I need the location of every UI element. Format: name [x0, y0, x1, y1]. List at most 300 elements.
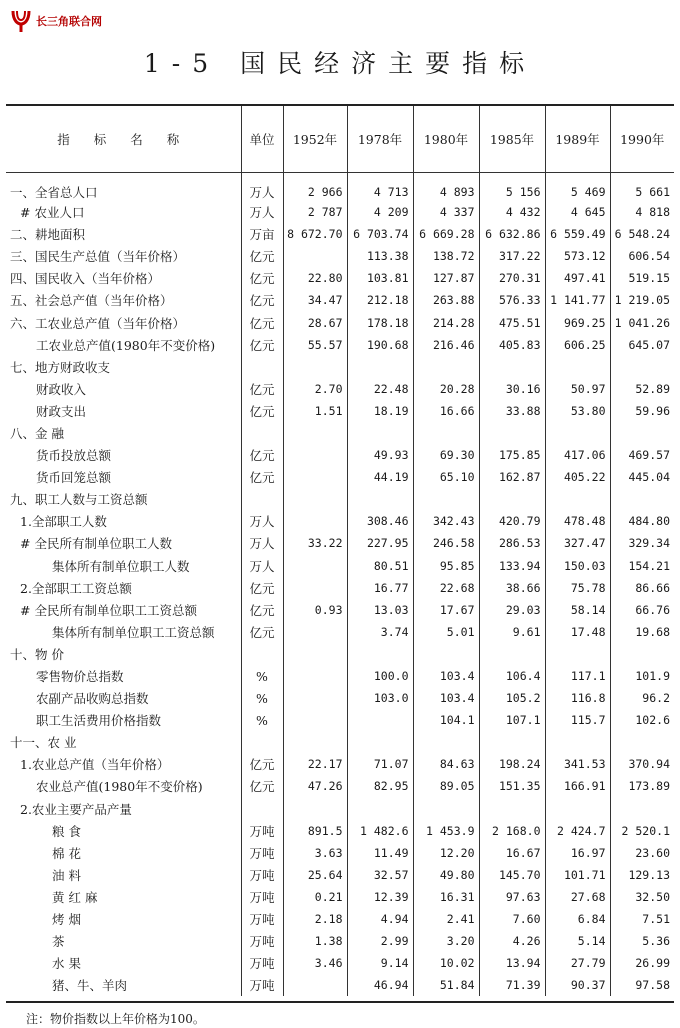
- table-row: [6, 709, 674, 731]
- value-cell: 59.96: [610, 400, 674, 422]
- table-row: [6, 842, 674, 864]
- table-row: [6, 466, 674, 488]
- value-cell: 5 661: [610, 173, 674, 202]
- value-cell: [283, 488, 347, 510]
- value-cell: 16.67: [479, 842, 545, 864]
- unit-cell: %: [241, 665, 283, 687]
- table-row: [6, 378, 674, 400]
- value-cell: 51.84: [413, 974, 479, 996]
- value-cell: 2 787: [283, 201, 347, 223]
- value-cell: 445.04: [610, 466, 674, 488]
- value-cell: 2 168.0: [479, 820, 545, 842]
- value-cell: 22.80: [283, 267, 347, 289]
- value-cell: 2 520.1: [610, 820, 674, 842]
- value-cell: 370.94: [610, 753, 674, 775]
- value-cell: [283, 245, 347, 267]
- value-cell: 4 645: [545, 201, 610, 223]
- value-cell: 103.0: [347, 687, 413, 709]
- value-cell: 30.16: [479, 378, 545, 400]
- indicator-name: 水 果: [52, 956, 81, 972]
- table-row: [6, 798, 674, 820]
- table-header-row: [6, 106, 674, 173]
- value-cell: 97.58: [610, 974, 674, 996]
- value-cell: [347, 798, 413, 820]
- value-cell: [610, 488, 674, 510]
- value-cell: [413, 731, 479, 753]
- value-cell: [545, 731, 610, 753]
- unit-cell: [241, 643, 283, 665]
- table-row: [6, 532, 674, 554]
- logo-text: 长三角联合网: [36, 15, 102, 28]
- table-row: [6, 886, 674, 908]
- value-cell: [347, 643, 413, 665]
- table-row: [6, 444, 674, 466]
- indicator-name: 六、工农业总产值（当年价格）: [10, 315, 186, 331]
- value-cell: 2.99: [347, 930, 413, 952]
- value-cell: [347, 356, 413, 378]
- value-cell: 5 156: [479, 173, 545, 202]
- value-cell: [283, 510, 347, 532]
- value-cell: [610, 356, 674, 378]
- indicator-name: 五、社会总产值（当年价格）: [10, 293, 173, 309]
- value-cell: 405.22: [545, 466, 610, 488]
- value-cell: 573.12: [545, 245, 610, 267]
- indicator-name: 农副产品收购总指数: [36, 691, 149, 707]
- table-row: [6, 864, 674, 886]
- value-cell: 25.64: [283, 864, 347, 886]
- value-cell: 497.41: [545, 267, 610, 289]
- value-cell: 150.03: [545, 555, 610, 577]
- value-cell: 145.70: [479, 864, 545, 886]
- unit-cell: 亿元: [241, 334, 283, 356]
- value-cell: 33.22: [283, 532, 347, 554]
- value-cell: 227.95: [347, 532, 413, 554]
- unit-cell: 万人: [241, 201, 283, 223]
- value-cell: 3.46: [283, 952, 347, 974]
- value-cell: 3.20: [413, 930, 479, 952]
- unit-cell: 万人: [241, 555, 283, 577]
- value-cell: [283, 422, 347, 444]
- value-cell: 84.63: [413, 753, 479, 775]
- value-cell: 89.05: [413, 775, 479, 797]
- indicator-name: 2.全部职工工资总额: [20, 580, 132, 596]
- table-row: [6, 599, 674, 621]
- value-cell: 16.97: [545, 842, 610, 864]
- value-cell: 11.49: [347, 842, 413, 864]
- value-cell: 2.41: [413, 908, 479, 930]
- indicator-name: 三、国民生产总值（当年价格）: [10, 249, 186, 265]
- value-cell: 4 713: [347, 173, 413, 202]
- value-cell: 27.68: [545, 886, 610, 908]
- table-row: [6, 267, 674, 289]
- indicator-name: 粮 食: [52, 823, 81, 839]
- value-cell: 17.48: [545, 621, 610, 643]
- value-cell: 66.76: [610, 599, 674, 621]
- table-row: [6, 731, 674, 753]
- unit-cell: 万人: [241, 510, 283, 532]
- value-cell: 95.85: [413, 555, 479, 577]
- value-cell: 405.83: [479, 334, 545, 356]
- value-cell: [413, 643, 479, 665]
- value-cell: 4.26: [479, 930, 545, 952]
- table-row: [6, 173, 674, 202]
- unit-cell: 万人: [241, 532, 283, 554]
- value-cell: [610, 731, 674, 753]
- table-row: [6, 753, 674, 775]
- page-title: 1-5 国民经济主要指标: [143, 49, 537, 78]
- table-row: [6, 930, 674, 952]
- unit-cell: 亿元: [241, 753, 283, 775]
- value-cell: 82.95: [347, 775, 413, 797]
- indicator-name: 财政收入: [36, 381, 87, 397]
- indicator-name: # 农业人口: [20, 205, 85, 221]
- value-cell: 4 893: [413, 173, 479, 202]
- value-cell: 173.89: [610, 775, 674, 797]
- value-cell: 22.17: [283, 753, 347, 775]
- value-cell: [545, 356, 610, 378]
- unit-cell: 万吨: [241, 908, 283, 930]
- value-cell: 26.99: [610, 952, 674, 974]
- unit-cell: [241, 422, 283, 444]
- value-cell: 1 482.6: [347, 820, 413, 842]
- value-cell: 32.50: [610, 886, 674, 908]
- value-cell: 13.94: [479, 952, 545, 974]
- value-cell: 5.36: [610, 930, 674, 952]
- value-cell: 46.94: [347, 974, 413, 996]
- value-cell: 28.67: [283, 311, 347, 333]
- column-header: 1989年: [545, 106, 610, 173]
- value-cell: 2 966: [283, 173, 347, 202]
- value-cell: 17.67: [413, 599, 479, 621]
- value-cell: 7.60: [479, 908, 545, 930]
- value-cell: 101.71: [545, 864, 610, 886]
- indicator-name: 烤 烟: [52, 912, 81, 928]
- value-cell: 16.77: [347, 577, 413, 599]
- value-cell: 1.51: [283, 400, 347, 422]
- value-cell: 8 672.70: [283, 223, 347, 245]
- unit-cell: 万吨: [241, 974, 283, 996]
- value-cell: 138.72: [413, 245, 479, 267]
- indicator-name: 七、地方财政收支: [10, 359, 111, 375]
- value-cell: 96.2: [610, 687, 674, 709]
- value-cell: 4 209: [347, 201, 413, 223]
- value-cell: 50.97: [545, 378, 610, 400]
- value-cell: [479, 798, 545, 820]
- unit-cell: 亿元: [241, 621, 283, 643]
- table-row: [6, 400, 674, 422]
- table-row: [6, 555, 674, 577]
- unit-cell: 亿元: [241, 599, 283, 621]
- value-cell: 71.39: [479, 974, 545, 996]
- value-cell: 58.14: [545, 599, 610, 621]
- value-cell: 107.1: [479, 709, 545, 731]
- value-cell: 13.03: [347, 599, 413, 621]
- value-cell: 80.51: [347, 555, 413, 577]
- value-cell: 10.02: [413, 952, 479, 974]
- value-cell: [610, 422, 674, 444]
- indicator-name: 八、金 融: [10, 425, 64, 441]
- value-cell: 133.94: [479, 555, 545, 577]
- value-cell: 2.70: [283, 378, 347, 400]
- column-header: 单位: [241, 106, 283, 173]
- value-cell: 469.57: [610, 444, 674, 466]
- table-row: [6, 621, 674, 643]
- value-cell: 1 219.05: [610, 289, 674, 311]
- value-cell: 104.1: [413, 709, 479, 731]
- value-cell: [283, 974, 347, 996]
- indicator-name: 职工生活费用价格指数: [36, 713, 162, 729]
- column-header: 1978年: [347, 106, 413, 173]
- indicator-name: 十一、农 业: [10, 735, 77, 751]
- indicator-name: 零售物价总指数: [36, 669, 124, 685]
- value-cell: [479, 643, 545, 665]
- value-cell: 1.38: [283, 930, 347, 952]
- value-cell: 100.0: [347, 665, 413, 687]
- value-cell: 97.63: [479, 886, 545, 908]
- table-row: [6, 577, 674, 599]
- indicator-name: 棉 花: [52, 845, 81, 861]
- value-cell: 6 632.86: [479, 223, 545, 245]
- unit-cell: 亿元: [241, 378, 283, 400]
- value-cell: 6 703.74: [347, 223, 413, 245]
- value-cell: 1 453.9: [413, 820, 479, 842]
- value-cell: 53.80: [545, 400, 610, 422]
- value-cell: 90.37: [545, 974, 610, 996]
- value-cell: [283, 444, 347, 466]
- indicator-name: 油 料: [52, 867, 81, 883]
- value-cell: [283, 621, 347, 643]
- value-cell: 102.6: [610, 709, 674, 731]
- unit-cell: 亿元: [241, 577, 283, 599]
- value-cell: 154.21: [610, 555, 674, 577]
- value-cell: 151.35: [479, 775, 545, 797]
- table-row: [6, 820, 674, 842]
- value-cell: [545, 643, 610, 665]
- value-cell: 65.10: [413, 466, 479, 488]
- unit-cell: [241, 488, 283, 510]
- indicator-name: 四、国民收入（当年价格）: [10, 271, 161, 287]
- bottom-rule: [6, 1001, 674, 1003]
- value-cell: [347, 422, 413, 444]
- value-cell: 308.46: [347, 510, 413, 532]
- value-cell: [283, 555, 347, 577]
- value-cell: 127.87: [413, 267, 479, 289]
- value-cell: 33.88: [479, 400, 545, 422]
- value-cell: 9.61: [479, 621, 545, 643]
- value-cell: 6 548.24: [610, 223, 674, 245]
- value-cell: 113.38: [347, 245, 413, 267]
- table-row: [6, 245, 674, 267]
- value-cell: [479, 422, 545, 444]
- value-cell: [413, 422, 479, 444]
- column-header: 指 标 名 称: [6, 106, 241, 173]
- value-cell: 34.47: [283, 289, 347, 311]
- value-cell: 29.03: [479, 599, 545, 621]
- column-header: 1985年: [479, 106, 545, 173]
- unit-cell: 万吨: [241, 886, 283, 908]
- table-row: [6, 422, 674, 444]
- value-cell: [413, 356, 479, 378]
- value-cell: 2.18: [283, 908, 347, 930]
- value-cell: 5.14: [545, 930, 610, 952]
- value-cell: 606.25: [545, 334, 610, 356]
- value-cell: 329.34: [610, 532, 674, 554]
- value-cell: 20.28: [413, 378, 479, 400]
- table-row: [6, 510, 674, 532]
- value-cell: 69.30: [413, 444, 479, 466]
- value-cell: 86.66: [610, 577, 674, 599]
- value-cell: 6 559.49: [545, 223, 610, 245]
- value-cell: 0.93: [283, 599, 347, 621]
- value-cell: 317.22: [479, 245, 545, 267]
- value-cell: 3.63: [283, 842, 347, 864]
- value-cell: 32.57: [347, 864, 413, 886]
- indicator-name: # 全民所有制单位职工工资总额: [20, 602, 197, 618]
- indicator-name: # 全民所有制单位职工人数: [20, 536, 172, 552]
- value-cell: 162.87: [479, 466, 545, 488]
- value-cell: 71.07: [347, 753, 413, 775]
- unit-cell: [241, 356, 283, 378]
- value-cell: 270.31: [479, 267, 545, 289]
- indicator-name: 集体所有制单位职工工资总额: [52, 624, 215, 640]
- value-cell: 0.21: [283, 886, 347, 908]
- value-cell: [545, 488, 610, 510]
- value-cell: 1 141.77: [545, 289, 610, 311]
- unit-cell: 亿元: [241, 444, 283, 466]
- value-cell: 16.31: [413, 886, 479, 908]
- unit-cell: 万吨: [241, 864, 283, 886]
- value-cell: [283, 643, 347, 665]
- table-row: [6, 223, 674, 245]
- value-cell: 198.24: [479, 753, 545, 775]
- unit-cell: [241, 798, 283, 820]
- value-cell: [283, 709, 347, 731]
- value-cell: 101.9: [610, 665, 674, 687]
- value-cell: 5.01: [413, 621, 479, 643]
- value-cell: 420.79: [479, 510, 545, 532]
- value-cell: 5 469: [545, 173, 610, 202]
- value-cell: [610, 643, 674, 665]
- value-cell: [479, 731, 545, 753]
- value-cell: 263.88: [413, 289, 479, 311]
- value-cell: 129.13: [610, 864, 674, 886]
- value-cell: 3.74: [347, 621, 413, 643]
- value-cell: 576.33: [479, 289, 545, 311]
- value-cell: [610, 798, 674, 820]
- table-row: [6, 201, 674, 223]
- value-cell: 478.48: [545, 510, 610, 532]
- unit-cell: 亿元: [241, 311, 283, 333]
- value-cell: 47.26: [283, 775, 347, 797]
- value-cell: [347, 731, 413, 753]
- table-row: [6, 775, 674, 797]
- unit-cell: %: [241, 687, 283, 709]
- unit-cell: [241, 731, 283, 753]
- value-cell: [283, 798, 347, 820]
- value-cell: 175.85: [479, 444, 545, 466]
- column-header: 1990年: [610, 106, 674, 173]
- value-cell: 49.93: [347, 444, 413, 466]
- site-logo[interactable]: [10, 8, 102, 34]
- value-cell: 216.46: [413, 334, 479, 356]
- indicator-name: 货币回笼总额: [36, 470, 112, 486]
- value-cell: [413, 798, 479, 820]
- value-cell: [283, 687, 347, 709]
- table-row: [6, 334, 674, 356]
- indicator-name: 猪、牛、羊肉: [52, 978, 128, 994]
- value-cell: 6 669.28: [413, 223, 479, 245]
- value-cell: 6.84: [545, 908, 610, 930]
- unit-cell: 万亩: [241, 223, 283, 245]
- value-cell: 606.54: [610, 245, 674, 267]
- table-row: [6, 289, 674, 311]
- value-cell: 18.19: [347, 400, 413, 422]
- value-cell: 214.28: [413, 311, 479, 333]
- value-cell: [479, 488, 545, 510]
- table-row: [6, 908, 674, 930]
- value-cell: 342.43: [413, 510, 479, 532]
- table-row: [6, 974, 674, 996]
- value-cell: 891.5: [283, 820, 347, 842]
- value-cell: 417.06: [545, 444, 610, 466]
- indicator-name: 1.全部职工人数: [20, 514, 107, 530]
- value-cell: 4 337: [413, 201, 479, 223]
- value-cell: 519.15: [610, 267, 674, 289]
- value-cell: 9.14: [347, 952, 413, 974]
- value-cell: 4 818: [610, 201, 674, 223]
- indicator-name: 黄 红 麻: [52, 889, 98, 905]
- value-cell: [283, 356, 347, 378]
- value-cell: 75.78: [545, 577, 610, 599]
- indicator-name: 财政支出: [36, 403, 87, 419]
- value-cell: 103.4: [413, 665, 479, 687]
- value-cell: 106.4: [479, 665, 545, 687]
- unit-cell: 亿元: [241, 289, 283, 311]
- table-row: [6, 665, 674, 687]
- indicator-name: 货币投放总额: [36, 448, 112, 464]
- value-cell: 286.53: [479, 532, 545, 554]
- value-cell: 341.53: [545, 753, 610, 775]
- unit-cell: 亿元: [241, 775, 283, 797]
- table-row: [6, 643, 674, 665]
- indicator-name: 工农业总产值(1980年不变价格): [36, 337, 216, 353]
- value-cell: [479, 356, 545, 378]
- indicator-name: 二、耕地面积: [10, 227, 86, 243]
- value-cell: 645.07: [610, 334, 674, 356]
- value-cell: 4.94: [347, 908, 413, 930]
- value-cell: 23.60: [610, 842, 674, 864]
- value-cell: 19.68: [610, 621, 674, 643]
- table-row: [6, 356, 674, 378]
- unit-cell: 万吨: [241, 952, 283, 974]
- value-cell: [283, 665, 347, 687]
- value-cell: 115.7: [545, 709, 610, 731]
- indicator-name: 集体所有制单位职工人数: [52, 558, 190, 574]
- value-cell: 27.79: [545, 952, 610, 974]
- value-cell: 178.18: [347, 311, 413, 333]
- value-cell: 52.89: [610, 378, 674, 400]
- value-cell: 327.47: [545, 532, 610, 554]
- value-cell: [545, 798, 610, 820]
- indicator-name: 农业总产值(1980年不变价格): [36, 779, 203, 795]
- value-cell: 190.68: [347, 334, 413, 356]
- value-cell: 103.4: [413, 687, 479, 709]
- value-cell: 38.66: [479, 577, 545, 599]
- value-cell: [347, 488, 413, 510]
- table-row: [6, 311, 674, 333]
- column-header: 1980年: [413, 106, 479, 173]
- value-cell: 105.2: [479, 687, 545, 709]
